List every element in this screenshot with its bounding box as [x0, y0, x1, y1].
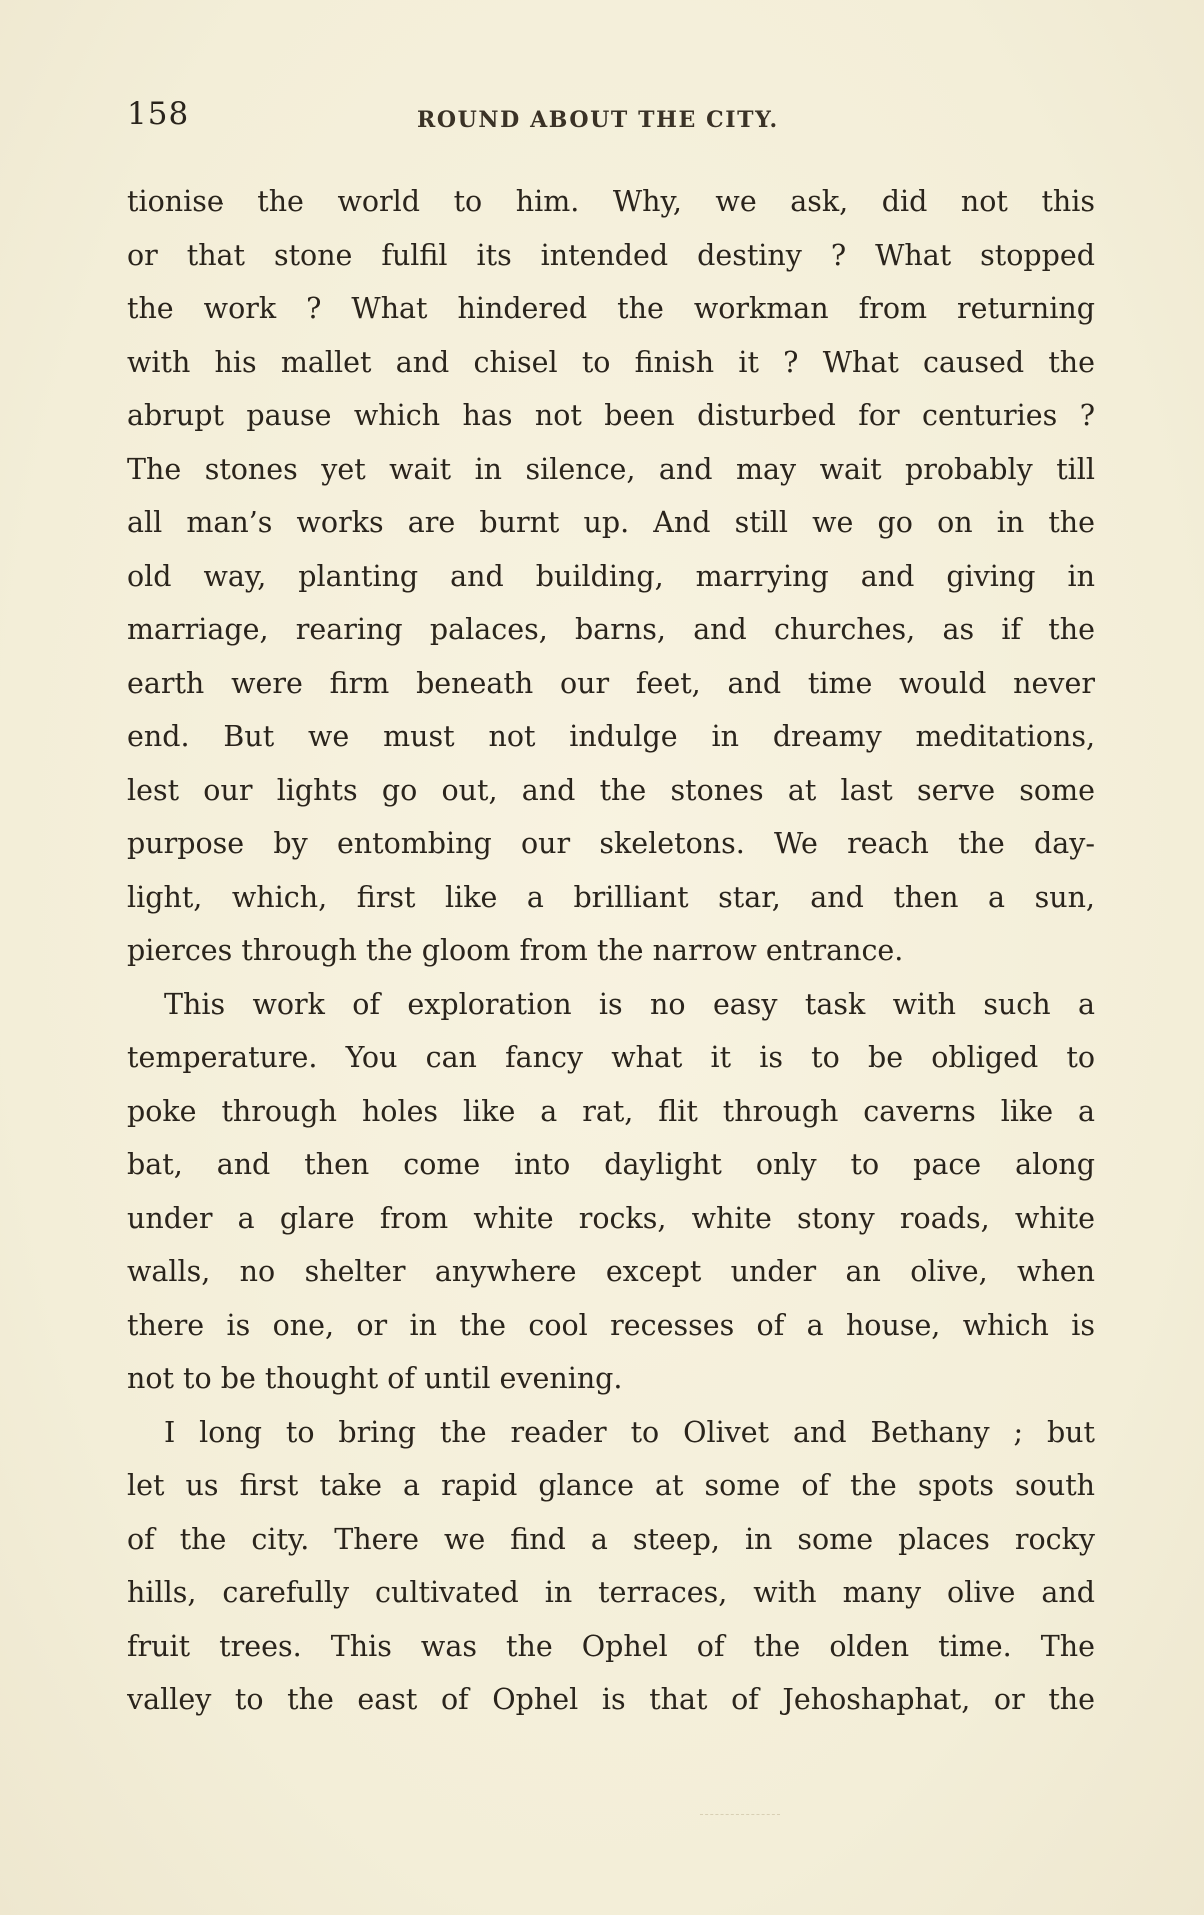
paragraph-start-line: This work of exploration is no easy task with such a — [164, 987, 1095, 1021]
text-line: of the city. There we find a steep, in some places rocky — [127, 1522, 1095, 1556]
text-line: poke through holes like a rat, flit through caverns like a — [127, 1094, 1095, 1128]
text-line: lest our lights go out, and the stones at last serve some — [127, 773, 1095, 807]
text-line: old way, planting and building, marrying and giving in — [127, 559, 1095, 593]
text-line: abrupt pause which has not been disturbed for centuries ? — [127, 399, 1095, 432]
text-line: marriage, rearing palaces, barns, and churches, as if the — [127, 613, 1095, 646]
text-line: all man’s works are burnt up. And still we go on in the — [127, 506, 1095, 539]
text-line: end. But we must not indulge in dreamy meditations, — [127, 720, 1095, 753]
text-line: with his mallet and chisel to finish it ? What caused the — [127, 345, 1095, 379]
text-line: not to be thought of until evening. — [127, 1362, 623, 1395]
text-line: valley to the east of Ophel is that of Jehoshaphat, or the — [127, 1683, 1095, 1716]
text-line: there is one, or in the cool recesses of a house, which is — [127, 1308, 1095, 1342]
running-title: ROUND ABOUT THE CITY. — [417, 107, 779, 133]
text-line: under a glare from white rocks, white stony roads, white — [127, 1201, 1095, 1235]
body-text — [127, 175, 1095, 1727]
page-number: 158 — [127, 96, 190, 132]
text-line: earth were firm beneath our feet, and time would never — [127, 666, 1095, 700]
text-line: bat, and then come into daylight only to pace along — [127, 1148, 1095, 1181]
paper-speck — [700, 1814, 780, 1817]
text-line: pierces through the gloom from the narrow entrance. — [127, 934, 904, 967]
text-line: hills, carefully cultivated in terraces, with many olive and — [127, 1576, 1095, 1609]
text-line: tionise̵ the world to him. Why, we ask, did not this — [127, 185, 1095, 218]
text-line: the work ? What hindered the workman from returning — [127, 292, 1095, 325]
text-line: The stones yet wait in silence, and may wait probably till — [127, 452, 1095, 486]
text-line: temperature. You can fancy what it is to be obliged to — [127, 1041, 1095, 1074]
page-header — [127, 96, 1095, 140]
text-line: or that stone fulfil its intended destiny ? What stopped — [127, 238, 1095, 272]
text-line: fruit trees. This was the Ophel of the olden time. The — [127, 1629, 1095, 1663]
text-line: light, which, first like a brilliant star, and then a sun, — [127, 880, 1095, 914]
text-line: let us first take a rapid glance at some of the spots south — [127, 1469, 1095, 1502]
text-line: purpose by entombing our skeletons. We reach the day- — [127, 827, 1095, 860]
paragraph-start-line: I long to bring the reader to Olivet and Bethany ; but — [164, 1415, 1095, 1449]
text-line: walls, no shelter anywhere except under an olive, when — [127, 1255, 1095, 1288]
